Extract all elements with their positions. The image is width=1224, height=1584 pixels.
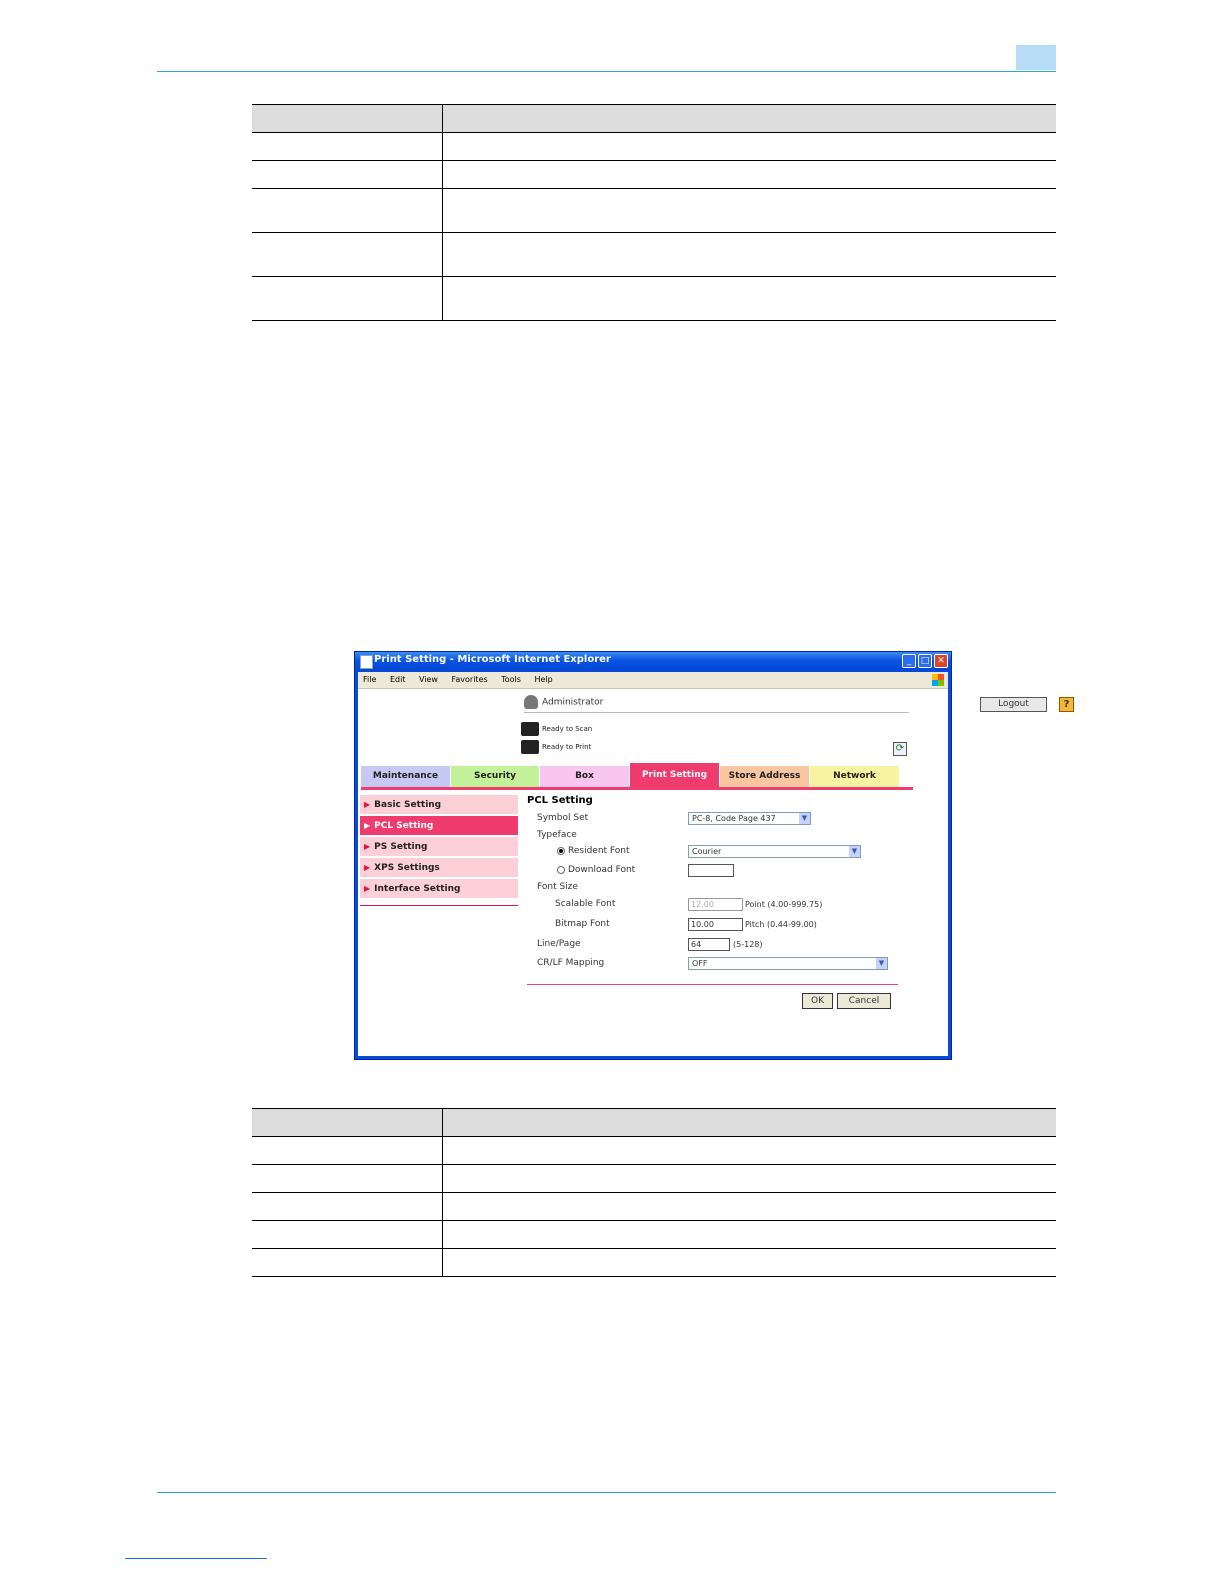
admin-label: Administrator <box>542 697 604 708</box>
nav-xps-settings[interactable] <box>360 858 518 877</box>
footer-link-underline <box>125 1558 267 1559</box>
menu-favorites[interactable]: Favorites <box>451 675 488 684</box>
tab-store-address[interactable]: Store Address <box>720 766 809 787</box>
crlf-value: OFF <box>692 959 708 968</box>
help-icon[interactable]: ? <box>1059 697 1074 712</box>
nav-label: XPS Settings <box>374 863 440 873</box>
scalable-font-unit: Point (4.00-999.75) <box>745 900 823 909</box>
nav-label: PCL Setting <box>374 821 434 831</box>
bitmap-font-unit: Pitch (0.44-99.00) <box>745 920 817 929</box>
resident-font-select[interactable] <box>688 845 861 858</box>
status-print <box>521 740 591 754</box>
maximize-icon[interactable]: □ <box>918 654 932 668</box>
ok-button[interactable]: OK <box>802 993 833 1009</box>
windows-logo-icon <box>932 674 944 686</box>
arrow-right-icon: ▶ <box>364 800 371 809</box>
nav-pcl-setting[interactable] <box>360 816 518 835</box>
chevron-down-icon: ▼ <box>799 813 810 824</box>
minimize-icon[interactable]: _ <box>902 654 916 668</box>
nav-label: Interface Setting <box>374 884 461 894</box>
status-print-text: Ready to Print <box>542 743 592 751</box>
download-font-input[interactable] <box>688 864 734 877</box>
menu-view[interactable]: View <box>418 675 438 684</box>
close-icon[interactable]: ✕ <box>934 654 948 668</box>
cancel-button[interactable]: Cancel <box>837 993 891 1009</box>
font-size-label: Font Size <box>537 882 578 892</box>
line-page-range: (5-128) <box>733 940 763 949</box>
tab-security[interactable]: Security <box>451 766 539 787</box>
status-scan <box>521 722 592 736</box>
table-row <box>252 1249 1056 1277</box>
menu-help[interactable]: Help <box>534 675 553 684</box>
crlf-label: CR/LF Mapping <box>537 958 605 968</box>
form-divider <box>527 984 898 985</box>
nav-label: PS Setting <box>374 842 428 852</box>
browser-window <box>354 651 1070 1060</box>
tab-network[interactable]: Network <box>810 766 899 787</box>
arrow-right-icon: ▶ <box>364 842 371 851</box>
footer-rule <box>157 1492 1056 1493</box>
scalable-font-input[interactable]: 12.00 <box>688 898 743 911</box>
table-row <box>252 1221 1056 1249</box>
symbol-set-label: Symbol Set <box>537 813 589 823</box>
download-font-option[interactable] <box>557 865 635 875</box>
menu-edit[interactable]: Edit <box>389 675 406 684</box>
nav-ps-setting[interactable] <box>360 837 518 856</box>
chevron-down-icon: ▼ <box>849 846 860 857</box>
typeface-label: Typeface <box>537 830 577 840</box>
header-rule <box>157 71 1056 72</box>
table-row <box>252 277 1056 321</box>
table-header-row <box>252 105 1056 133</box>
table-row <box>252 189 1056 233</box>
status-scan-text: Ready to Scan <box>542 725 593 733</box>
menu-file[interactable]: File <box>363 675 377 684</box>
scanner-icon <box>521 722 539 736</box>
title-bar <box>355 652 951 671</box>
table-row <box>252 133 1056 161</box>
nav-basic-setting[interactable] <box>360 795 518 814</box>
tab-bar <box>361 763 913 790</box>
printer-icon <box>521 740 539 754</box>
table-row <box>252 1165 1056 1193</box>
arrow-right-icon: ▶ <box>364 884 371 893</box>
side-navigation <box>360 795 518 906</box>
line-page-input[interactable]: 64 <box>688 938 730 951</box>
menu-tools[interactable]: Tools <box>501 675 521 684</box>
crlf-select[interactable] <box>688 957 888 970</box>
chapter-tab-marker <box>1016 45 1056 70</box>
resident-font-value: Courier <box>692 847 722 856</box>
arrow-right-icon: ▶ <box>364 821 371 830</box>
refresh-icon[interactable]: ⟳ <box>893 742 907 756</box>
nav-label: Basic Setting <box>374 800 442 810</box>
ie-page-icon <box>360 655 373 669</box>
radio-selected-icon[interactable] <box>557 847 565 855</box>
symbol-set-select[interactable] <box>688 812 811 825</box>
tab-print-setting[interactable]: Print Setting <box>630 763 719 787</box>
resident-font-option[interactable] <box>557 846 630 856</box>
bitmap-font-label: Bitmap Font <box>555 919 610 929</box>
bitmap-font-input[interactable]: 10.00 <box>688 918 743 931</box>
table-row <box>252 233 1056 277</box>
download-font-label: Download Font <box>568 865 636 875</box>
nav-divider <box>360 905 518 906</box>
menu-bar <box>358 672 948 689</box>
resident-font-label: Resident Font <box>568 846 630 856</box>
table-row <box>252 161 1056 189</box>
description-table-bottom <box>252 1108 1056 1277</box>
radio-unselected-icon[interactable] <box>557 866 565 874</box>
chevron-down-icon: ▼ <box>876 958 887 969</box>
page-content <box>358 689 1070 1056</box>
tab-box[interactable]: Box <box>540 766 629 787</box>
nav-interface-setting[interactable] <box>360 879 518 898</box>
table-row <box>252 1193 1056 1221</box>
arrow-right-icon: ▶ <box>364 863 371 872</box>
admin-user-icon <box>524 695 538 709</box>
scalable-font-label: Scalable Font <box>555 899 616 909</box>
tab-maintenance[interactable]: Maintenance <box>361 766 450 787</box>
admin-bar <box>524 695 1070 713</box>
symbol-set-value: PC-8, Code Page 437 <box>692 814 776 823</box>
logout-button[interactable]: Logout <box>980 697 1047 712</box>
line-page-label: Line/Page <box>537 939 581 949</box>
form-heading: PCL Setting <box>527 795 593 806</box>
description-table-top <box>252 104 1056 321</box>
table-header-row <box>252 1109 1056 1137</box>
table-row <box>252 1137 1056 1165</box>
window-title: Print Setting - Microsoft Internet Explorer <box>374 654 611 665</box>
